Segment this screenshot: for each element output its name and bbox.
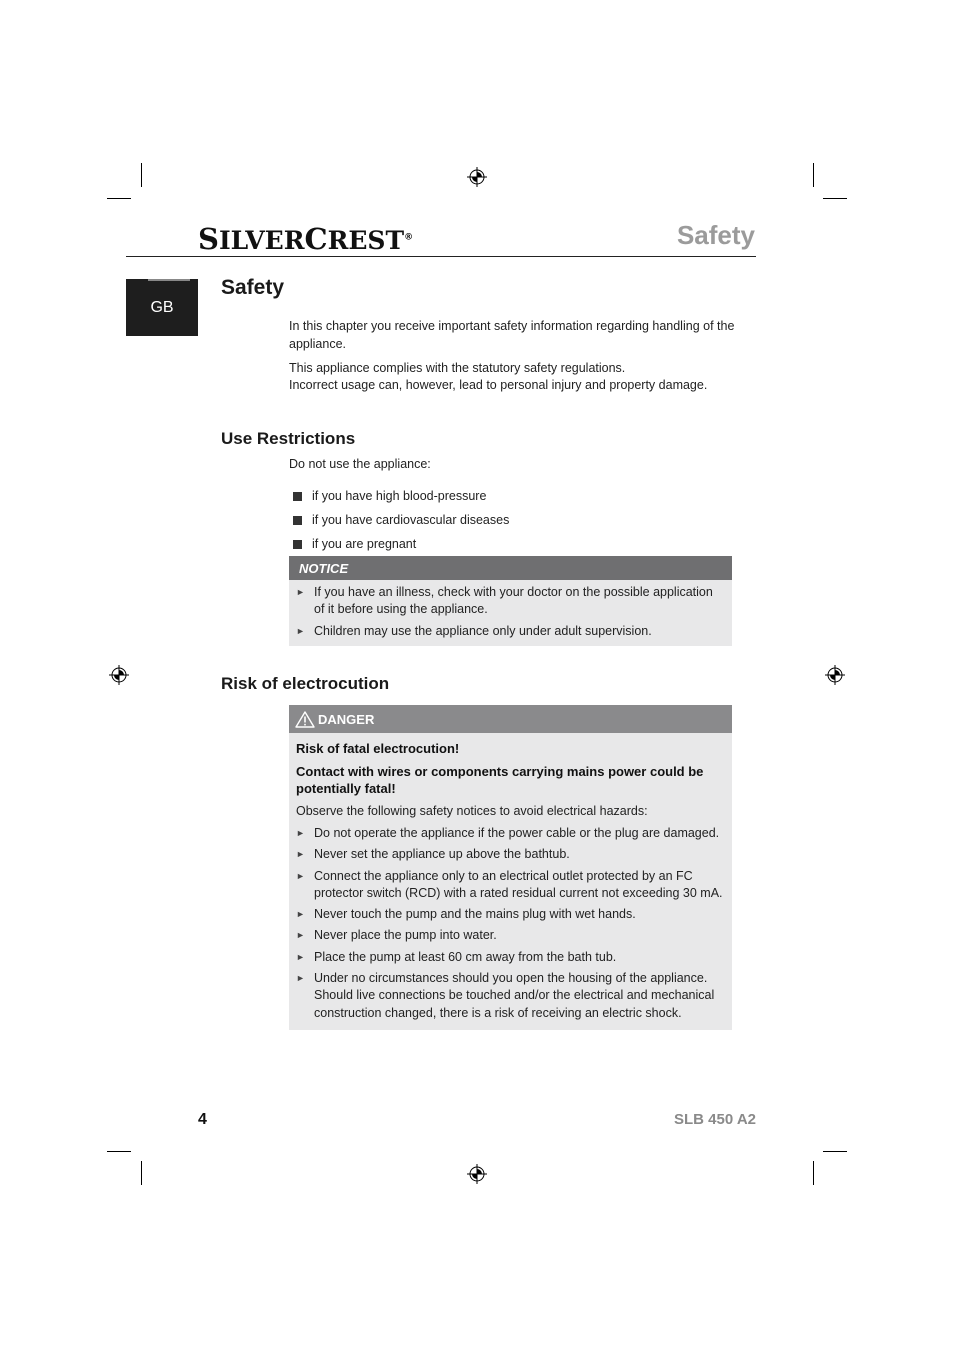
notice-label: NOTICE [289, 556, 732, 580]
damage-paragraph: Incorrect usage can, however, lead to personal injury and property damage. [289, 378, 708, 392]
danger-item: ► Never set the appliance up above the bathtub. [296, 846, 725, 863]
arrow-right-icon: ► [296, 587, 305, 597]
crop-mark [813, 1161, 814, 1185]
registration-mark-icon [109, 665, 129, 685]
arrow-right-icon: ► [296, 849, 305, 860]
restrictions-list [293, 484, 509, 556]
crop-mark [813, 163, 814, 187]
notice-item: ► If you have an illness, check with your doctor on the possible application of it before using the appliance. [296, 584, 725, 619]
crop-mark [823, 198, 847, 199]
restrictions-lead: Do not use the appliance: [289, 457, 431, 471]
square-bullet-icon [293, 492, 302, 501]
danger-item: ► Do not operate the appliance if the power cable or the plug are damaged. [296, 825, 725, 842]
danger-item: ► Under no circumstances should you open the housing of the appliance. Should live connections be touched and/or the electrical and mechanical construction changed, there is a risk of receiving an electric shock. [296, 970, 725, 1022]
arrow-right-icon: ► [296, 828, 305, 838]
arrow-right-icon: ► [296, 951, 305, 962]
registration-mark-icon [467, 1164, 487, 1184]
crop-mark [107, 198, 131, 199]
header-divider [126, 256, 756, 257]
arrow-right-icon: ► [296, 909, 305, 920]
warning-triangle-icon [295, 711, 315, 728]
danger-box [289, 705, 732, 1030]
section-heading-electrocution: Risk of electrocution [221, 674, 390, 693]
danger-warning-detail: Contact with wires or components carrying mains power could be potentially fatal! [296, 764, 704, 796]
registration-mark-icon [467, 167, 487, 187]
danger-label: DANGER [318, 711, 375, 727]
crop-mark [107, 1151, 131, 1152]
notice-item: ► Children may use the appliance only under adult supervision. [296, 623, 725, 640]
crop-mark [823, 1151, 847, 1152]
brand-logo: SILVERCREST® [198, 222, 414, 256]
page-header-title: Safety [676, 220, 755, 250]
crop-mark [141, 163, 142, 187]
list-item: if you have high blood-pressure [293, 484, 509, 508]
notice-box [289, 556, 732, 646]
danger-item: ► Never touch the pump and the mains plug with wet hands. [296, 906, 725, 923]
crop-mark [141, 1161, 142, 1185]
danger-item: ► Place the pump at least 60 cm away from the bath tub. [296, 949, 725, 966]
list-item: if you have cardiovascular diseases [293, 508, 509, 532]
intro-paragraph: In this chapter you receive important safety information regarding handling of the appliance. [289, 319, 735, 351]
compliance-paragraph: This appliance complies with the statutory safety regulations. [289, 361, 626, 375]
model-number: SLB 450 A2 [674, 1111, 756, 1128]
language-tab: GB [126, 279, 198, 336]
square-bullet-icon [293, 540, 302, 549]
section-heading-use-restrictions: Use Restrictions [221, 429, 356, 448]
arrow-right-icon: ► [296, 625, 305, 636]
arrow-right-icon: ► [296, 973, 305, 984]
danger-header [289, 705, 732, 733]
page-number: 4 [198, 1111, 207, 1128]
arrow-right-icon: ► [296, 930, 305, 941]
square-bullet-icon [293, 516, 302, 525]
arrow-right-icon: ► [296, 870, 305, 881]
danger-item: ► Never place the pump into water. [296, 927, 725, 944]
danger-item: ► Connect the appliance only to an electrical outlet protected by an FC protector switch (RCD) with a rated residual current not exceeding 30 mA. [296, 868, 725, 903]
section-heading-safety: Safety [221, 276, 285, 299]
danger-warning-title: Risk of fatal electrocution! [296, 741, 460, 756]
list-item: if you are pregnant [293, 532, 509, 556]
registration-mark-icon [825, 665, 845, 685]
danger-lead: Observe the following safety notices to avoid electrical hazards: [296, 804, 648, 818]
